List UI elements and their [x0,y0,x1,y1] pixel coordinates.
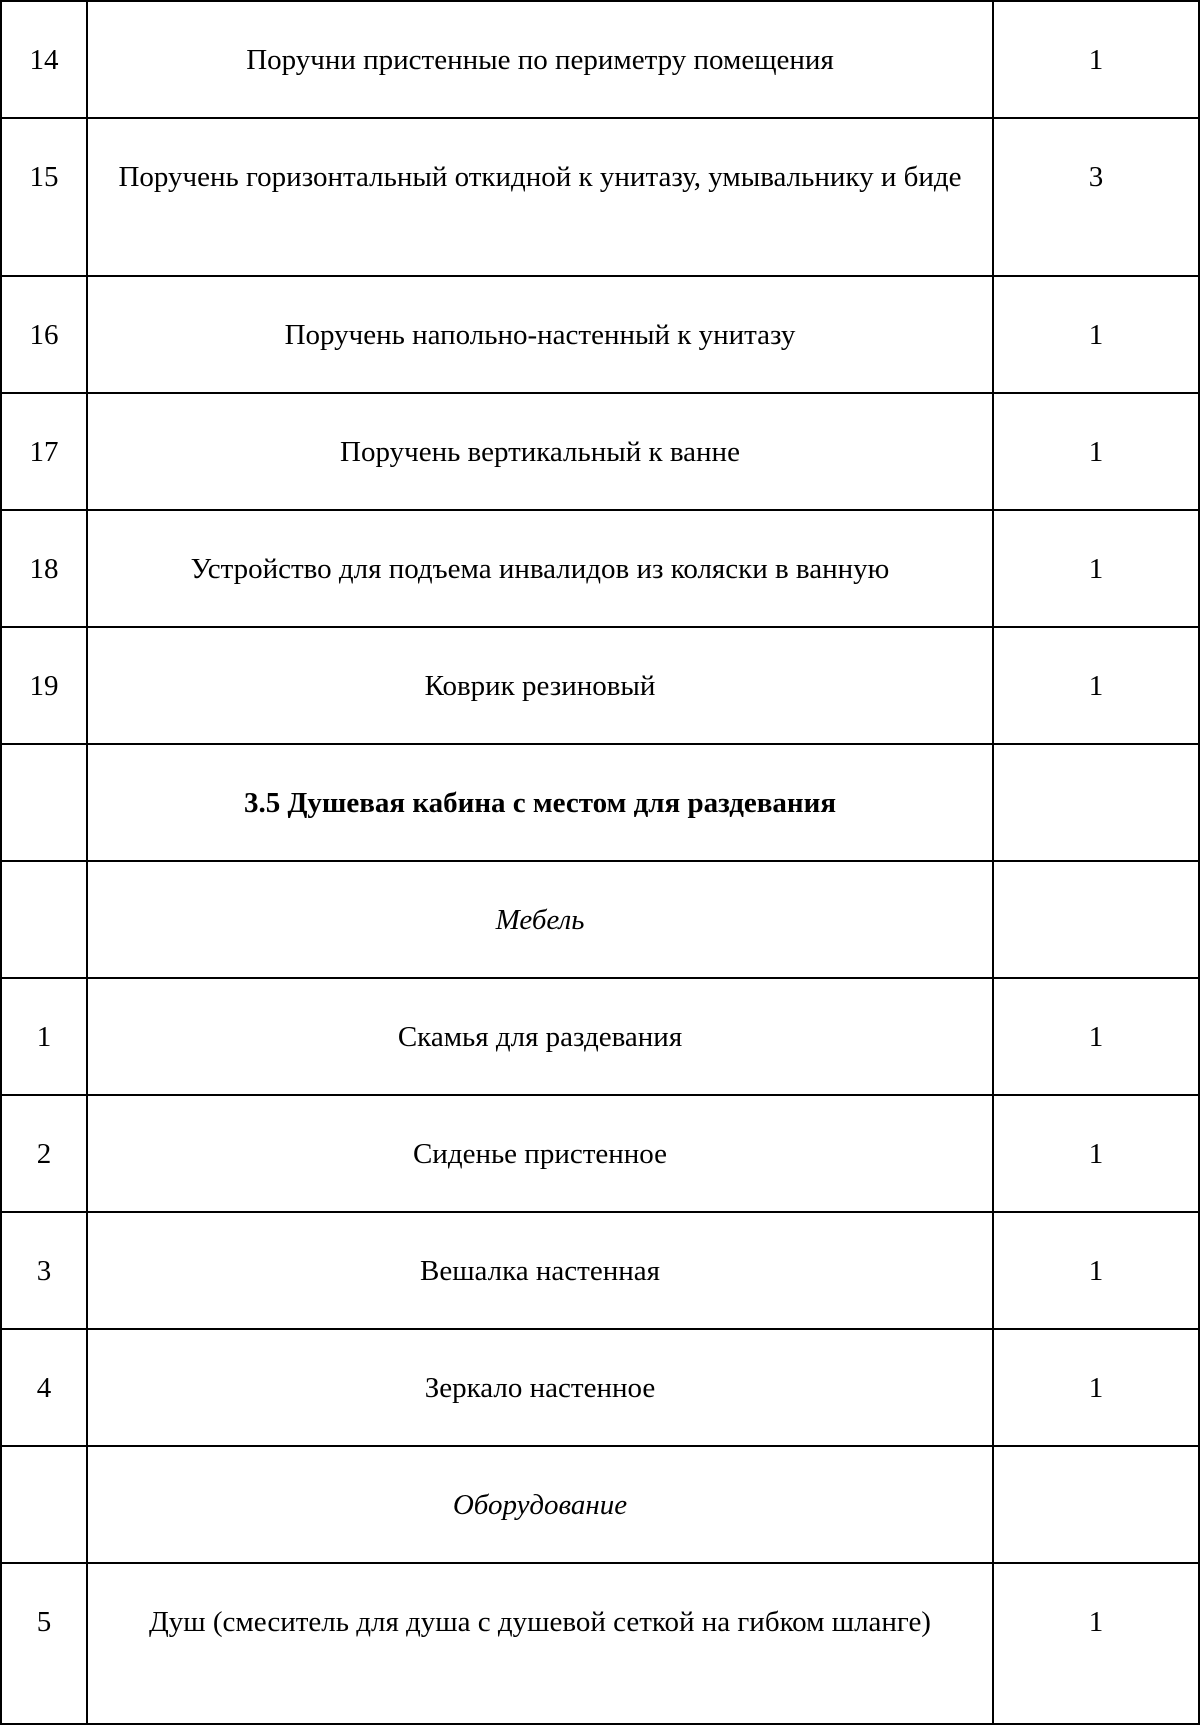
item-name-cell [87,393,993,510]
quantity-text: 1 [1088,44,1104,76]
item-name-text: Поручень напольно-настенный к унитазу [284,319,796,351]
table-row [1,978,1199,1095]
subsection-title-cell [87,1446,993,1563]
row-number-cell [1,1095,87,1212]
quantity-cell [993,627,1199,744]
table-row [1,510,1199,627]
quantity-text: 1 [1088,1255,1104,1287]
row-number-cell [1,510,87,627]
row-number-text: 2 [36,1138,52,1170]
row-number-cell [1,1212,87,1329]
subsection-title-text: Мебель [495,904,585,936]
row-number-cell [1,393,87,510]
item-name-text: Скамья для раздевания [397,1021,683,1053]
quantity-cell [993,1563,1199,1724]
table-row [1,1095,1199,1212]
quantity-text: 1 [1088,1606,1104,1638]
item-name-text: Душ (смеситель для душа с душевой сеткой на гибком шланге) [149,1606,931,1638]
table-row [1,1212,1199,1329]
quantity-cell [993,118,1199,276]
item-name-text: Поручень вертикальный к ванне [340,436,740,468]
quantity-cell [993,861,1199,978]
row-number-text: 3 [36,1255,52,1287]
quantity-text [994,1447,1198,1485]
item-name-cell [87,1563,993,1724]
subsection-header-row [1,861,1199,978]
row-number-cell [1,978,87,1095]
table-row [1,1,1199,118]
subsection-header-row [1,1446,1199,1563]
row-number-text: 5 [36,1606,52,1638]
quantity-text: 1 [1088,1021,1104,1053]
section-title-cell [87,744,993,861]
equipment-table-body [1,1,1199,1724]
quantity-text: 1 [1088,553,1104,585]
row-number-cell [1,744,87,861]
row-number-text: 18 [29,553,59,585]
quantity-text: 1 [1088,670,1104,702]
item-name-text: Поручень горизонтальный откидной к унитазу, умывальнику и биде [118,161,962,193]
quantity-cell [993,1095,1199,1212]
quantity-cell [993,978,1199,1095]
row-number-text: 17 [29,436,59,468]
row-number-text [2,745,86,783]
quantity-text: 1 [1088,1138,1104,1170]
row-number-cell [1,627,87,744]
row-number-cell [1,861,87,978]
item-name-cell [87,1329,993,1446]
quantity-cell [993,1212,1199,1329]
table-row [1,118,1199,276]
row-number-text [2,1447,86,1485]
quantity-text: 1 [1088,319,1104,351]
subsection-title-cell [87,861,993,978]
row-number-cell [1,1446,87,1563]
item-name-text: Поручни пристенные по периметру помещения [246,44,834,76]
quantity-text [994,862,1198,900]
item-name-cell [87,118,993,276]
quantity-text [994,745,1198,783]
item-name-cell [87,627,993,744]
quantity-cell [993,510,1199,627]
section-header-row [1,744,1199,861]
table-row [1,627,1199,744]
item-name-cell [87,978,993,1095]
row-number-text: 19 [29,670,59,702]
row-number-cell [1,118,87,276]
quantity-cell [993,1,1199,118]
item-name-text: Коврик резиновый [424,670,656,702]
row-number-cell [1,1563,87,1724]
row-number-text: 1 [36,1021,52,1053]
row-number-cell [1,1329,87,1446]
quantity-cell [993,744,1199,861]
item-name-cell [87,1,993,118]
row-number-text: 16 [29,319,59,351]
row-number-text: 15 [29,161,59,193]
quantity-cell [993,1329,1199,1446]
item-name-cell [87,1212,993,1329]
item-name-text: Сиденье пристенное [412,1138,668,1170]
quantity-text: 1 [1088,1372,1104,1404]
quantity-cell [993,276,1199,393]
table-row [1,1563,1199,1724]
item-name-text: Вешалка настенная [420,1255,660,1287]
item-name-cell [87,510,993,627]
section-title-text: 3.5 Душевая кабина с местом для раздевания [243,787,837,819]
quantity-text: 1 [1088,436,1104,468]
row-number-cell [1,1,87,118]
subsection-title-text: Оборудование [452,1489,628,1521]
item-name-text: Зеркало настенное [424,1372,656,1404]
table-row [1,393,1199,510]
table-row [1,276,1199,393]
row-number-text [2,862,86,900]
row-number-text: 14 [29,44,59,76]
item-name-text: Устройство для подъема инвалидов из коляски в ванную [190,553,890,585]
row-number-cell [1,276,87,393]
item-name-cell [87,276,993,393]
item-name-cell [87,1095,993,1212]
quantity-cell [993,1446,1199,1563]
table-row [1,1329,1199,1446]
quantity-cell [993,393,1199,510]
quantity-text: 3 [1088,161,1104,193]
row-number-text: 4 [36,1372,52,1404]
